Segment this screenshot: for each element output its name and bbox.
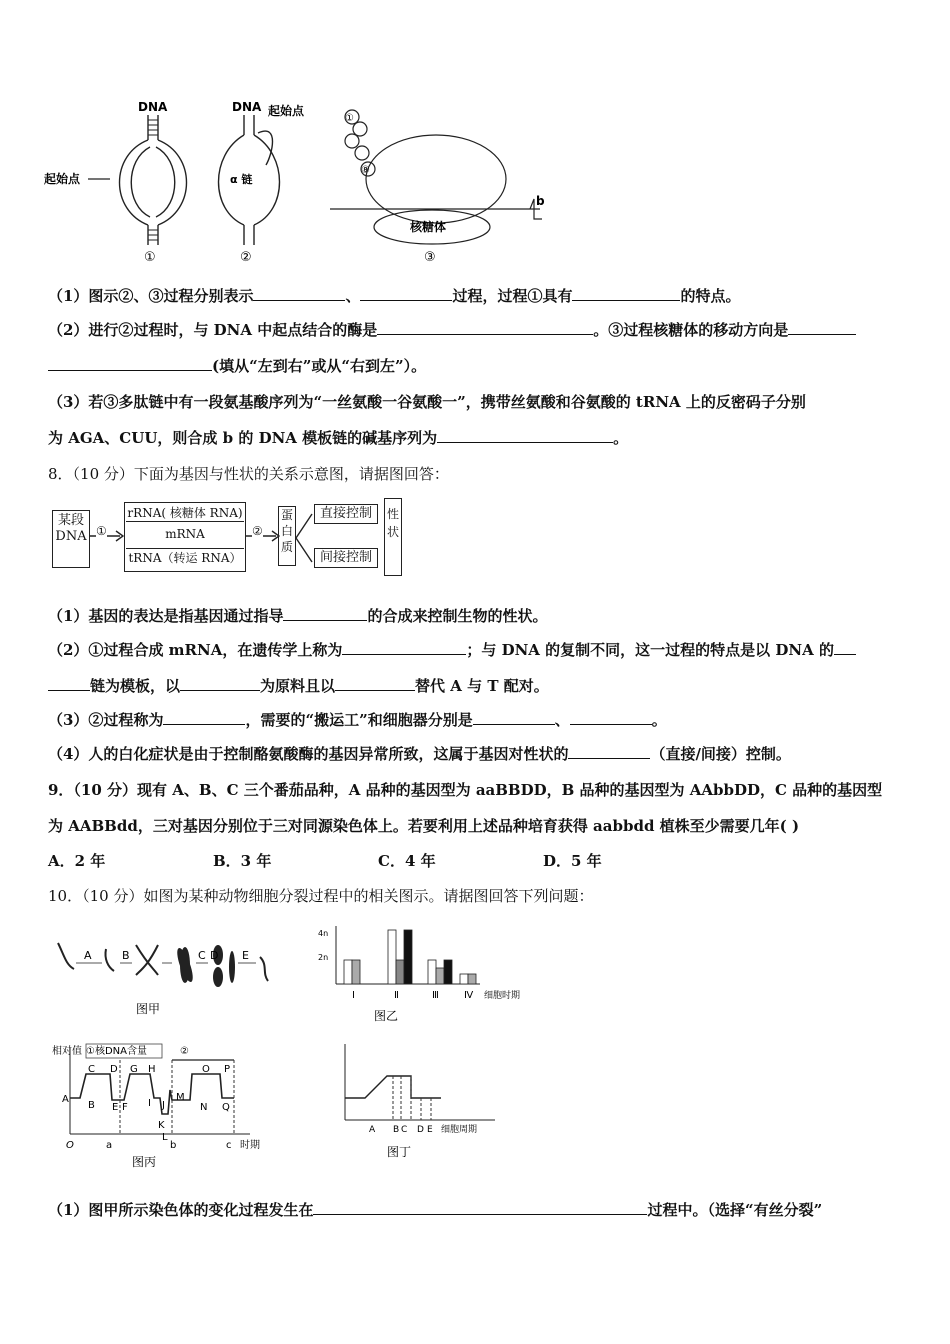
q8-part4: （4）人的白化症状是由于控制酪氨酸酶的基因异常所致，这属于基因对性状的 （直接/间接）控制。 (48, 745, 791, 763)
yi-bar (436, 968, 444, 984)
bing-point-label: E (112, 1102, 119, 1113)
yi-x4: Ⅳ (464, 990, 474, 1001)
blank[interactable] (163, 710, 245, 725)
dia-direct-box: 直接控制 (314, 504, 378, 524)
dia-protein-box: 蛋白质 (278, 506, 296, 566)
num-3: ③ (424, 250, 436, 265)
ding-point-label: A (369, 1125, 376, 1135)
num-2: ② (240, 250, 252, 265)
blank[interactable] (48, 356, 212, 371)
q8-part2: （2）①过程合成 mRNA，在遗传学上称为 ；与 DNA 的复制不同，这一过程的特点是以 DNA 的 (48, 640, 856, 660)
gene-trait-diagram (50, 498, 410, 580)
bing-c: c (226, 1140, 232, 1151)
bing-point-label: D (110, 1064, 118, 1075)
q9-option-c[interactable]: C．4 年 (378, 852, 436, 870)
label-8: ⑧ (361, 165, 370, 176)
yi-x2: Ⅱ (394, 990, 399, 1001)
ding-point-label: C (401, 1125, 408, 1135)
dna-label-2: DNA (232, 100, 262, 114)
bing-ylabel: 相对值 (52, 1046, 82, 1057)
bing-point-label: I (148, 1098, 151, 1109)
yi-bar (352, 960, 360, 984)
bing-point-label: O (202, 1064, 210, 1075)
yi-bar (428, 960, 436, 984)
q8-part1: （1）基因的表达是指基因通过指导 的合成来控制生物的性状。 (48, 607, 548, 625)
q7-part2-cont: (填从“左到右”或从“右到左”）。 (48, 356, 426, 376)
dia-step1: ① (96, 524, 107, 538)
blank[interactable] (48, 676, 90, 691)
dia-step2: ② (252, 524, 263, 538)
q10-part1: （1）图甲所示染色体的变化过程发生在 过程中。（选择“有丝分裂” (48, 1201, 823, 1219)
bing-s1: ①核DNA含量 (86, 1046, 147, 1057)
dia-rrna: rRNA( 核糖体 RNA) (127, 506, 243, 520)
jia-b: B (122, 949, 130, 962)
blank[interactable] (437, 428, 613, 443)
q7-part3-cont: 为 AGA、CUU，则合成 b 的 DNA 模板链的碱基序列为 。 (48, 429, 629, 447)
q10-title: 10．（10 分）如图为某种动物细胞分裂过程中的相关图示。请据图回答下列问题： (48, 887, 594, 905)
bing-point-label: C (88, 1064, 95, 1075)
yi-bar (396, 960, 404, 984)
ding-point-label: B (393, 1125, 400, 1135)
blank[interactable] (834, 640, 856, 655)
bing-b: b (170, 1140, 177, 1151)
figure-yi (310, 918, 540, 1028)
yi-x1: Ⅰ (352, 990, 355, 1001)
bing-point-label: B (88, 1100, 95, 1111)
blank[interactable] (283, 606, 367, 621)
bing-point-label: M (176, 1092, 185, 1103)
bing-point-label: H (148, 1064, 156, 1075)
yi-bar (404, 930, 412, 984)
ding-xlabel: 细胞周期 (441, 1125, 478, 1135)
dna-replication-translation-figure (40, 95, 560, 265)
yi-bar (460, 974, 468, 984)
bing-point-label: K (158, 1120, 165, 1131)
blank[interactable] (253, 286, 345, 301)
figure-bing (50, 1040, 280, 1170)
dia-mrna: mRNA (165, 527, 205, 541)
blank[interactable] (568, 744, 650, 759)
yi-bar (444, 960, 452, 984)
label-1-circle: ① (345, 113, 354, 124)
origin-label-left: 起始点 (44, 172, 81, 186)
alpha-chain-label: α 链 (230, 173, 253, 186)
q8-part2-cont: 链为模板，以 为原料且以 替代 A 与 T 配对。 (48, 676, 549, 696)
dia-gene-box: 某段DNA (52, 510, 90, 568)
blank[interactable] (360, 286, 452, 301)
q7-part2: （2）进行②过程时，与 DNA 中起点结合的酶是 。③过程核糖体的移动方向是 (48, 320, 856, 340)
q9-title-cont: 为 AABBdd，三对基因分别位于三对同源染色体上。若要利用上述品种培育获得 aabbdd 植株至少需要几年( ) (48, 817, 800, 835)
yi-xlabel: 细胞时期 (484, 991, 521, 1001)
jia-d: D (210, 949, 219, 962)
bing-point-label: Q (222, 1102, 230, 1113)
label-b: b (536, 194, 545, 208)
q9-option-d[interactable]: D．5 年 (543, 852, 602, 870)
q9-title: 9．（10 分）现有 A、B、C 三个番茄品种，A 品种的基因型为 aaBBDD，B 品种的基因型为 AAbbDD，C 品种的基因型 (48, 781, 883, 799)
blank[interactable] (473, 710, 555, 725)
ribosome-label: 核糖体 (410, 220, 447, 234)
bing-o: O (66, 1140, 74, 1151)
blank[interactable] (335, 676, 415, 691)
jia-a: A (84, 949, 92, 962)
bing-point-label: G (130, 1064, 138, 1075)
fig-bing-caption: 图丙 (132, 1155, 157, 1169)
bing-s2: ② (180, 1046, 189, 1057)
bing-point-label: N (200, 1102, 208, 1113)
num-1: ① (144, 250, 156, 265)
jia-c: C (198, 949, 206, 962)
dia-indirect-box: 间接控制 (314, 548, 378, 568)
bing-point-label: L (162, 1132, 168, 1143)
bing-point-label: P (224, 1064, 231, 1075)
yi-ytick-4n: 4n (318, 929, 329, 938)
blank[interactable] (570, 710, 652, 725)
bing-point-label: J (162, 1100, 165, 1111)
yi-x3: Ⅲ (432, 990, 439, 1001)
blank[interactable] (377, 320, 593, 335)
ding-point-label: D (417, 1125, 424, 1135)
origin-label-right: 起始点 (268, 104, 305, 118)
yi-bar (468, 974, 476, 984)
fig-ding-caption: 图丁 (387, 1145, 412, 1159)
q7-part3: （3）若③多肽链中有一段氨基酸序列为“一丝氨酸一谷氨酸一”，携带丝氨酸和谷氨酸的 tRNA 上的反密码子分别 (48, 393, 806, 411)
fig-yi-caption: 图乙 (374, 1009, 399, 1023)
dia-trna: tRNA（转运 RNA） (126, 548, 244, 566)
bing-xlabel: 时期 (240, 1140, 260, 1151)
q8-part3: （3）②过程称为 ，需要的“搬运工”和细胞器分别是 、 。 (48, 711, 667, 729)
bing-a: a (106, 1140, 113, 1151)
bing-point-label: A (62, 1094, 69, 1105)
jia-e: E (242, 949, 249, 962)
blank[interactable] (572, 286, 680, 301)
blank[interactable] (342, 640, 466, 655)
yi-ytick-2n: 2n (318, 953, 329, 962)
ding-point-label: E (427, 1125, 433, 1135)
dna-label-1: DNA (138, 100, 168, 114)
fig-jia-caption: 图甲 (136, 1002, 161, 1016)
blank[interactable] (788, 320, 856, 335)
q7-part1: （1）图示②、③过程分别表示 、 过程，过程①具有 的特点。 (48, 287, 741, 305)
dia-trait-box: 性状 (384, 498, 402, 576)
q9-option-a[interactable]: A．2 年 (48, 852, 106, 870)
yi-bar (344, 960, 352, 984)
q9-option-b[interactable]: B．3 年 (213, 852, 272, 870)
figure-jia (50, 935, 280, 1025)
yi-bar (388, 930, 396, 984)
blank[interactable] (313, 1200, 647, 1215)
figure-ding (335, 1040, 505, 1170)
blank[interactable] (180, 676, 260, 691)
bing-point-label: F (122, 1102, 128, 1113)
q8-title: 8．（10 分）下面为基因与性状的关系示意图，请据图回答： (48, 465, 449, 483)
